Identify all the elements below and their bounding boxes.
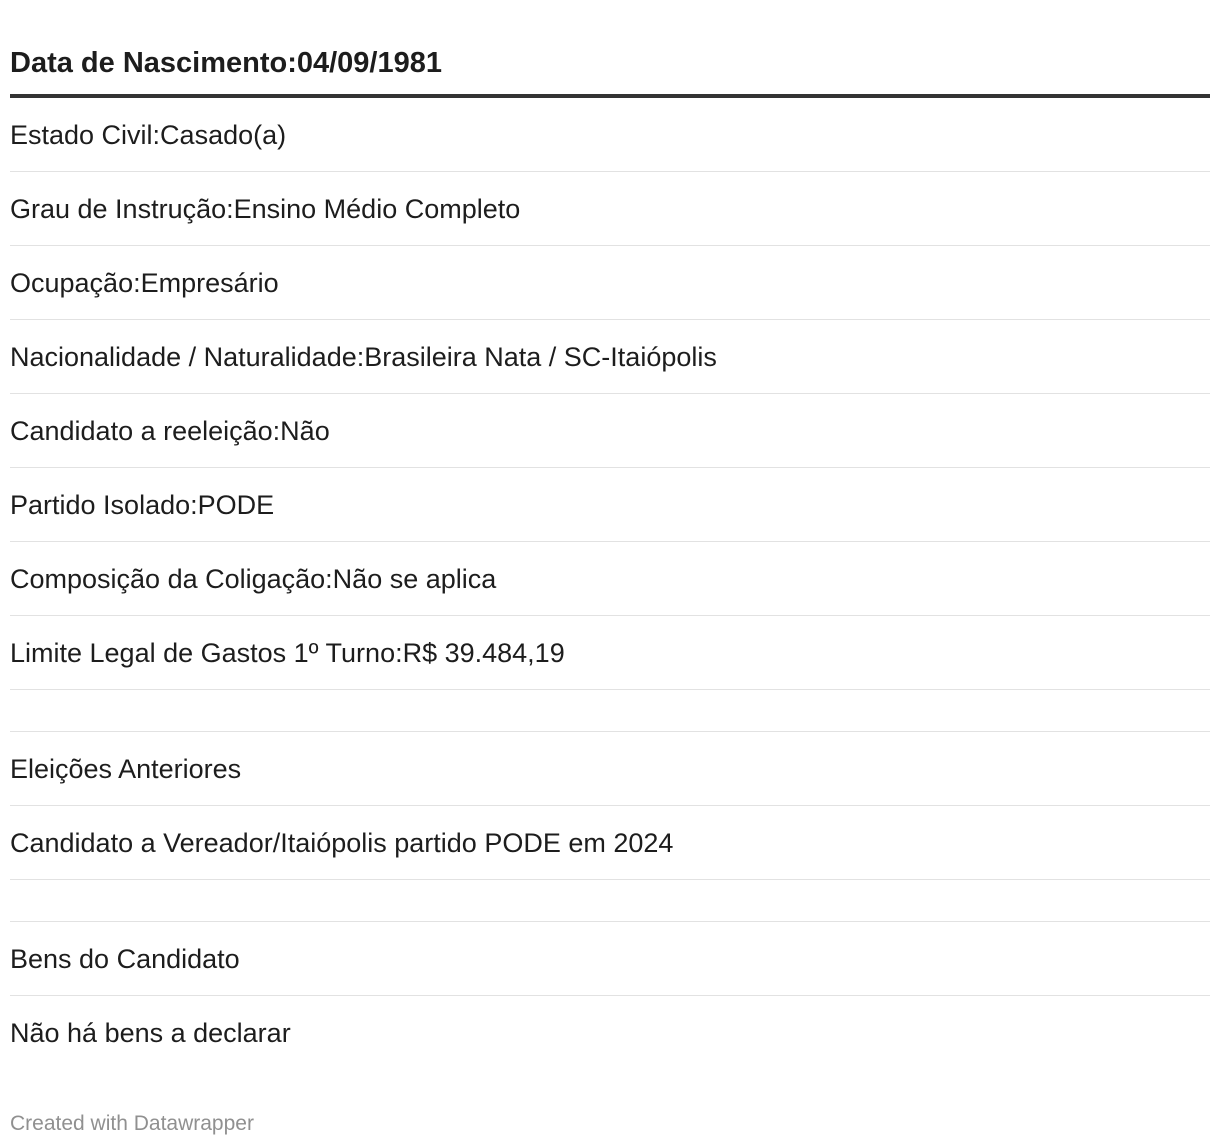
table-row — [10, 616, 1210, 690]
row-marital-status: Estado Civil:Casado(a) — [10, 120, 287, 150]
row-nationality: Nacionalidade / Naturalidade:Brasileira Nata / SC-Itaiópolis — [10, 342, 717, 372]
table-row — [10, 394, 1210, 468]
table-row-empty — [10, 880, 1210, 922]
row-previous-election: Candidato a Vereador/Itaiópolis partido PODE em 2024 — [10, 828, 674, 858]
row-assets: Não há bens a declarar — [10, 1018, 291, 1048]
row-assets-heading: Bens do Candidato — [10, 944, 240, 974]
row-reelection: Candidato a reeleição:Não — [10, 416, 330, 446]
table-row — [10, 246, 1210, 320]
table-row — [10, 996, 1210, 1070]
table-row — [10, 922, 1210, 996]
table-row — [10, 320, 1210, 394]
header-birth-date: Data de Nascimento:04/09/1981 — [10, 47, 442, 79]
row-previous-elections-heading: Eleições Anteriores — [10, 754, 242, 784]
table-row — [10, 732, 1210, 806]
table-row — [10, 806, 1210, 880]
table-row — [10, 468, 1210, 542]
row-occupation: Ocupação:Empresário — [10, 268, 279, 298]
table-header — [10, 0, 1210, 98]
table-row — [10, 98, 1210, 172]
row-coalition: Composição da Coligação:Não se aplica — [10, 564, 497, 594]
table-body — [10, 98, 1210, 1070]
datawrapper-credit[interactable]: Created with Datawrapper — [10, 1112, 254, 1135]
table-row — [10, 542, 1210, 616]
table-row — [10, 172, 1210, 246]
row-education: Grau de Instrução:Ensino Médio Completo — [10, 194, 521, 224]
table-row-empty — [10, 690, 1210, 732]
row-party: Partido Isolado:PODE — [10, 490, 275, 520]
datawrapper-table — [10, 0, 1210, 1070]
row-spending-limit: Limite Legal de Gastos 1º Turno:R$ 39.484,19 — [10, 638, 565, 668]
